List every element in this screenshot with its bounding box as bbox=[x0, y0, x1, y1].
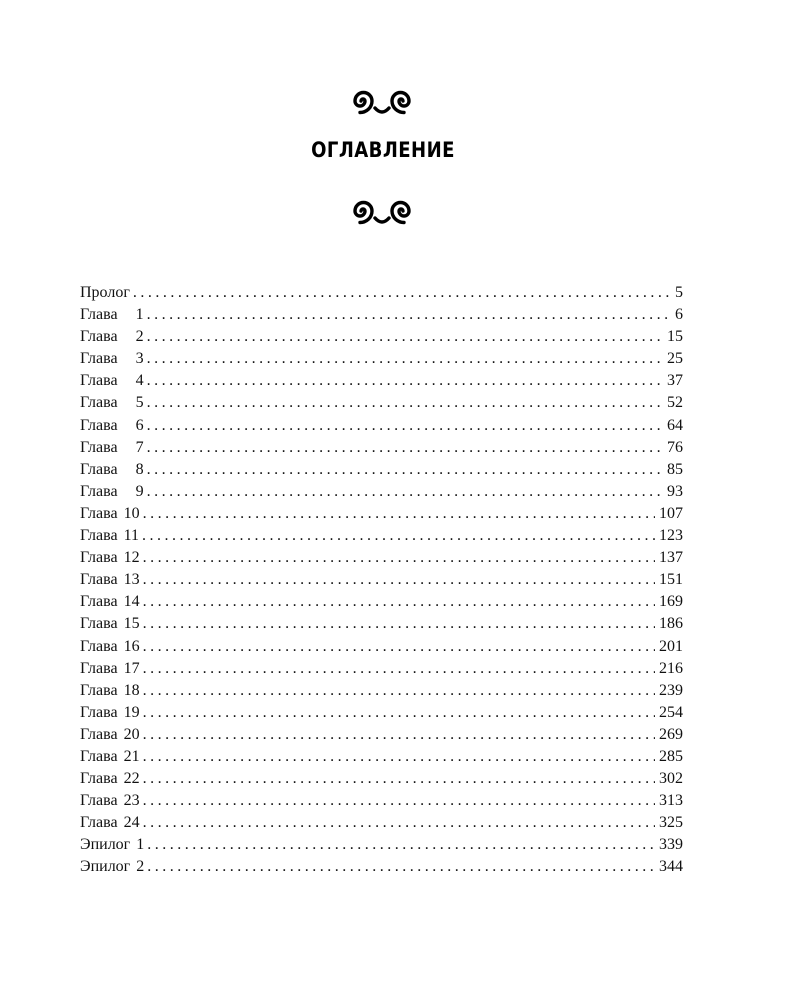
toc-entry-page: 76 bbox=[667, 438, 683, 456]
toc-entry-page: 137 bbox=[659, 549, 683, 567]
toc-entry-page: 285 bbox=[659, 747, 683, 765]
double-spiral-icon bbox=[344, 196, 420, 226]
toc-entry bbox=[80, 680, 683, 702]
toc-entry-page: 25 bbox=[667, 350, 683, 368]
toc-entry-page: 123 bbox=[659, 527, 683, 545]
toc-entry-page: 93 bbox=[667, 482, 683, 500]
toc-entry-page: 339 bbox=[659, 836, 683, 854]
toc-entry-page: 269 bbox=[659, 725, 683, 743]
toc-entry bbox=[80, 702, 683, 724]
toc-entry-page: 239 bbox=[659, 681, 683, 699]
toc-entry-label: Глава 9 bbox=[80, 482, 144, 500]
toc-entry bbox=[80, 437, 683, 459]
toc-entry bbox=[80, 326, 683, 348]
dot-leader bbox=[147, 415, 663, 437]
toc-entry bbox=[80, 746, 683, 768]
toc-entry-page: 151 bbox=[659, 571, 683, 589]
toc-entry bbox=[80, 415, 683, 437]
toc-entry-label: Глава 16 bbox=[80, 637, 140, 655]
toc-entry-label: Глава 12 bbox=[80, 549, 140, 567]
toc-entry-label: Глава 11 bbox=[80, 527, 139, 545]
toc-entry-label: Глава 10 bbox=[80, 504, 140, 522]
dot-leader bbox=[142, 525, 655, 547]
toc-entry bbox=[80, 525, 683, 547]
toc-entry bbox=[80, 569, 683, 591]
toc-entry-page: 313 bbox=[659, 792, 683, 810]
dot-leader bbox=[147, 392, 663, 414]
toc-entry-label: Глава 5 bbox=[80, 394, 144, 412]
toc-entry-page: 302 bbox=[659, 770, 683, 788]
dot-leader bbox=[143, 569, 655, 591]
page-title: ОГЛАВЛЕНИЕ bbox=[311, 138, 455, 162]
dot-leader bbox=[147, 348, 663, 370]
toc-entry bbox=[80, 812, 683, 834]
dot-leader bbox=[143, 724, 655, 746]
table-of-contents bbox=[80, 282, 683, 879]
toc-entry-label: Эпилог 1 bbox=[80, 836, 145, 854]
toc-entry-page: 186 bbox=[659, 615, 683, 633]
toc-entry-page: 254 bbox=[659, 703, 683, 721]
toc-entry bbox=[80, 547, 683, 569]
dot-leader bbox=[143, 680, 655, 702]
toc-entry-page: 5 bbox=[675, 284, 683, 301]
toc-entry-label: Пролог bbox=[80, 284, 130, 301]
toc-entry bbox=[80, 392, 683, 414]
toc-entry-label: Глава 20 bbox=[80, 725, 140, 743]
toc-entry-page: 216 bbox=[659, 659, 683, 677]
dot-leader bbox=[143, 702, 655, 724]
toc-entry-label: Глава 24 bbox=[80, 814, 140, 832]
double-spiral-icon bbox=[344, 86, 420, 116]
toc-entry-page: 85 bbox=[667, 460, 683, 478]
dot-leader bbox=[143, 503, 655, 525]
dot-leader bbox=[143, 658, 655, 680]
dot-leader bbox=[143, 636, 655, 658]
toc-entry bbox=[80, 304, 683, 326]
dot-leader bbox=[133, 282, 671, 304]
dot-leader bbox=[147, 304, 671, 326]
toc-entry-label: Глава 23 bbox=[80, 792, 140, 810]
toc-entry bbox=[80, 790, 683, 812]
toc-entry bbox=[80, 856, 683, 878]
toc-entry-label: Глава 4 bbox=[80, 372, 144, 390]
dot-leader bbox=[147, 481, 663, 503]
toc-entry bbox=[80, 370, 683, 392]
dot-leader bbox=[143, 790, 655, 812]
toc-entry-page: 15 bbox=[667, 328, 683, 346]
toc-entry bbox=[80, 613, 683, 635]
toc-entry-label: Глава 19 bbox=[80, 703, 140, 721]
dot-leader bbox=[147, 856, 655, 878]
toc-entry-label: Глава 21 bbox=[80, 747, 140, 765]
toc-entry bbox=[80, 724, 683, 746]
toc-entry bbox=[80, 481, 683, 503]
toc-entry-page: 107 bbox=[659, 504, 683, 522]
toc-entry-page: 52 bbox=[667, 394, 683, 412]
toc-entry-label: Глава 15 bbox=[80, 615, 140, 633]
dot-leader bbox=[143, 613, 655, 635]
dot-leader bbox=[143, 812, 655, 834]
dot-leader bbox=[143, 746, 655, 768]
toc-entry-page: 6 bbox=[675, 306, 683, 324]
toc-entry bbox=[80, 658, 683, 680]
toc-entry bbox=[80, 503, 683, 525]
toc-entry-label: Глава 13 bbox=[80, 571, 140, 589]
dot-leader bbox=[143, 591, 655, 613]
toc-entry-label: Глава 18 bbox=[80, 681, 140, 699]
toc-entry-page: 325 bbox=[659, 814, 683, 832]
toc-entry-page: 169 bbox=[659, 593, 683, 611]
toc-entry-page: 201 bbox=[659, 637, 683, 655]
toc-entry bbox=[80, 282, 683, 304]
toc-entry-label: Глава 7 bbox=[80, 438, 144, 456]
dot-leader bbox=[143, 547, 655, 569]
toc-entry-label: Глава 3 bbox=[80, 350, 144, 368]
toc-entry bbox=[80, 348, 683, 370]
toc-entry-label: Глава 14 bbox=[80, 593, 140, 611]
toc-entry-page: 64 bbox=[667, 416, 683, 434]
toc-entry bbox=[80, 768, 683, 790]
toc-entry-page: 37 bbox=[667, 372, 683, 390]
toc-entry-label: Глава 6 bbox=[80, 416, 144, 434]
toc-entry-label: Глава 22 bbox=[80, 770, 140, 788]
toc-entry-label: Глава 17 bbox=[80, 659, 140, 677]
toc-entry-page: 344 bbox=[659, 858, 683, 876]
toc-entry bbox=[80, 834, 683, 856]
toc-entry bbox=[80, 636, 683, 658]
dot-leader bbox=[147, 326, 663, 348]
dot-leader bbox=[147, 370, 663, 392]
toc-entry-label: Глава 8 bbox=[80, 460, 144, 478]
toc-entry-label: Глава 1 bbox=[80, 306, 144, 324]
dot-leader bbox=[147, 459, 663, 481]
dot-leader bbox=[147, 437, 663, 459]
toc-entry-label: Глава 2 bbox=[80, 328, 144, 346]
dot-leader bbox=[143, 768, 655, 790]
toc-entry-label: Эпилог 2 bbox=[80, 858, 145, 876]
toc-entry bbox=[80, 591, 683, 613]
toc-entry bbox=[80, 459, 683, 481]
dot-leader bbox=[147, 834, 655, 856]
